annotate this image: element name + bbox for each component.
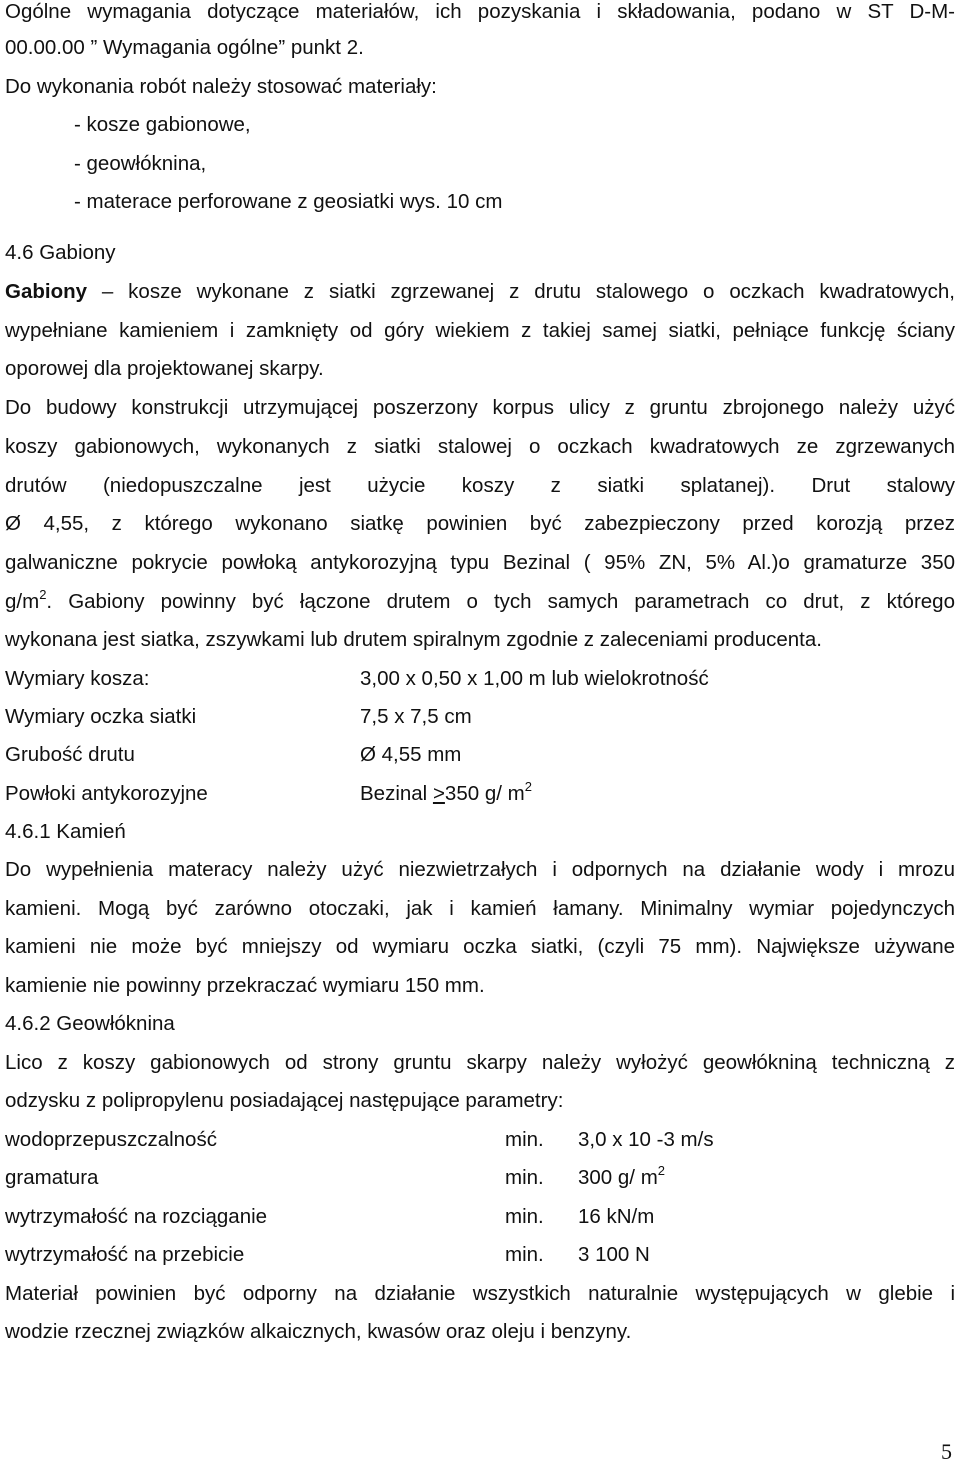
- intro-line-1: Ogólne wymagania dotyczące materiałów, ich pozyskania i składowania, podano w ST D-M-: [5, 0, 955, 23]
- gabiony-p1-line-1-rest: – kosze wykonane z siatki zgrzewanej z drutu stalowego o oczkach kwadratowych,: [87, 280, 955, 303]
- param-label-permeability: wodoprzepuszczalność: [5, 1128, 217, 1151]
- spec-label-mesh-size: Wymiary oczka siatki: [5, 705, 197, 728]
- unit-text: g/m: [5, 590, 40, 613]
- section-heading-4-6-2: 4.6.2 Geowłóknina: [5, 1012, 175, 1035]
- gabiony-p2-line-7: wykonana jest siatka, zszywkami lub drutem spiralnym zgodnie z zaleceniami producenta.: [5, 628, 822, 651]
- superscript: 2: [39, 587, 47, 602]
- list-item: - geowłóknina,: [74, 152, 207, 175]
- spec-label-coating: Powłoki antykorozyjne: [5, 782, 208, 805]
- gabiony-p2-line-3: drutów (niedopuszczalne jest użycie koszy z siatki splatanej). Drut stalowy: [5, 474, 955, 497]
- spec-value-coating: [360, 779, 532, 806]
- greater-equal-sign: >: [432, 782, 445, 805]
- geowloknina-line-2: odzysku z polipropylenu posiadającej następujące parametry:: [5, 1089, 564, 1112]
- kamien-line-1: Do wypełnienia materacy należy użyć niezwietrzałych i odpornych na działanie wody i mrozu: [5, 858, 955, 881]
- param-min-grammage: min.: [505, 1166, 544, 1189]
- param-value-grammage: [578, 1163, 666, 1190]
- spec-label-wire-thickness: Grubość drutu: [5, 743, 135, 766]
- spec-value-basket-size: 3,00 x 0,50 x 1,00 m lub wielokrotność: [360, 667, 709, 690]
- gabiony-p1-line-1: [5, 280, 955, 304]
- geowloknina-line-1: Lico z koszy gabionowych od strony gruntu skarpy należy wyłożyć geowłókniną techniczną z: [5, 1051, 955, 1074]
- superscript: 2: [657, 1163, 666, 1178]
- gabiony-p2-line-1: Do budowy konstrukcji utrzymującej poszerzony korpus ulicy z gruntu zbrojonego należy użyć: [5, 396, 955, 419]
- list-item: - materace perforowane z geosiatki wys. 10 cm: [74, 190, 503, 213]
- gabiony-p2-line-5: galwaniczne pokrycie powłoką antykorozyjną typu Bezinal ( 95% ZN, 5% Al.)o gramaturze 350: [5, 551, 955, 574]
- superscript: 2: [524, 779, 532, 794]
- section-heading-4-6-1: 4.6.1 Kamień: [5, 820, 126, 843]
- gabiony-p1-line-2: wypełniane kamieniem i zamknięty od góry wiekiem z takiej samej siatki, pełniące funkcję ściany: [5, 319, 955, 342]
- intro-line-3: Do wykonania robót należy stosować materiały:: [5, 75, 437, 98]
- intro-line-2: 00.00.00 ” Wymagania ogólne” punkt 2.: [5, 36, 364, 59]
- list-item: - kosze gabionowe,: [74, 113, 251, 136]
- spec-value-wire-thickness: Ø 4,55 mm: [360, 743, 462, 766]
- grammage-value: 300 g/ m: [578, 1166, 658, 1189]
- gabiony-p2-line-4: Ø 4,55, z którego wykonano siatkę powinien być zabezpieczony przed korozją przez: [5, 512, 955, 535]
- spec-value-mesh-size: 7,5 x 7,5 cm: [360, 705, 472, 728]
- param-value-puncture: 3 100 N: [578, 1243, 650, 1266]
- gabiony-bold-term: Gabiony: [5, 280, 88, 303]
- gabiony-p2-line-6-rest: . Gabiony powinny być łączone drutem o tych samych parametrach co drut, z którego: [46, 590, 955, 613]
- param-label-puncture: wytrzymałość na przebicie: [5, 1243, 245, 1266]
- closing-line-2: wodzie rzecznej związków alkaicznych, kwasów oraz oleju i benzyny.: [5, 1320, 632, 1343]
- coating-amount: 350 g/ m: [444, 782, 525, 805]
- param-min-permeability: min.: [505, 1128, 544, 1151]
- param-label-tensile: wytrzymałość na rozciąganie: [5, 1205, 268, 1228]
- kamien-line-4: kamienie nie powinny przekraczać wymiaru 150 mm.: [5, 974, 485, 997]
- coating-name: Bezinal: [360, 782, 433, 805]
- gabiony-p2-line-2: koszy gabionowych, wykonanych z siatki stalowej o oczkach kwadratowych ze zgrzewanych: [5, 435, 955, 458]
- param-min-puncture: min.: [505, 1243, 544, 1266]
- param-min-tensile: min.: [505, 1205, 544, 1228]
- param-value-permeability: 3,0 x 10 -3 m/s: [578, 1128, 714, 1151]
- kamien-line-3: kamieni nie może być mniejszy od wymiaru oczka siatki, (czyli 75 mm). Największe używane: [5, 935, 955, 958]
- closing-line-1: Materiał powinien być odporny na działanie wszystkich naturalnie występujących w glebie i: [5, 1282, 955, 1305]
- param-label-grammage: gramatura: [5, 1166, 99, 1189]
- section-heading-4-6: 4.6 Gabiony: [5, 241, 116, 264]
- spec-label-basket-size: Wymiary kosza:: [5, 667, 150, 690]
- page-number: 5: [941, 1439, 952, 1464]
- kamien-line-2: kamieni. Mogą być zarówno otoczaki, jak i kamień łamany. Minimalny wymiar pojedynczych: [5, 897, 955, 920]
- gabiony-p1-line-3: oporowej dla projektowanej skarpy.: [5, 357, 324, 380]
- gabiony-p2-line-6: [5, 587, 955, 614]
- param-value-tensile: 16 kN/m: [578, 1205, 655, 1228]
